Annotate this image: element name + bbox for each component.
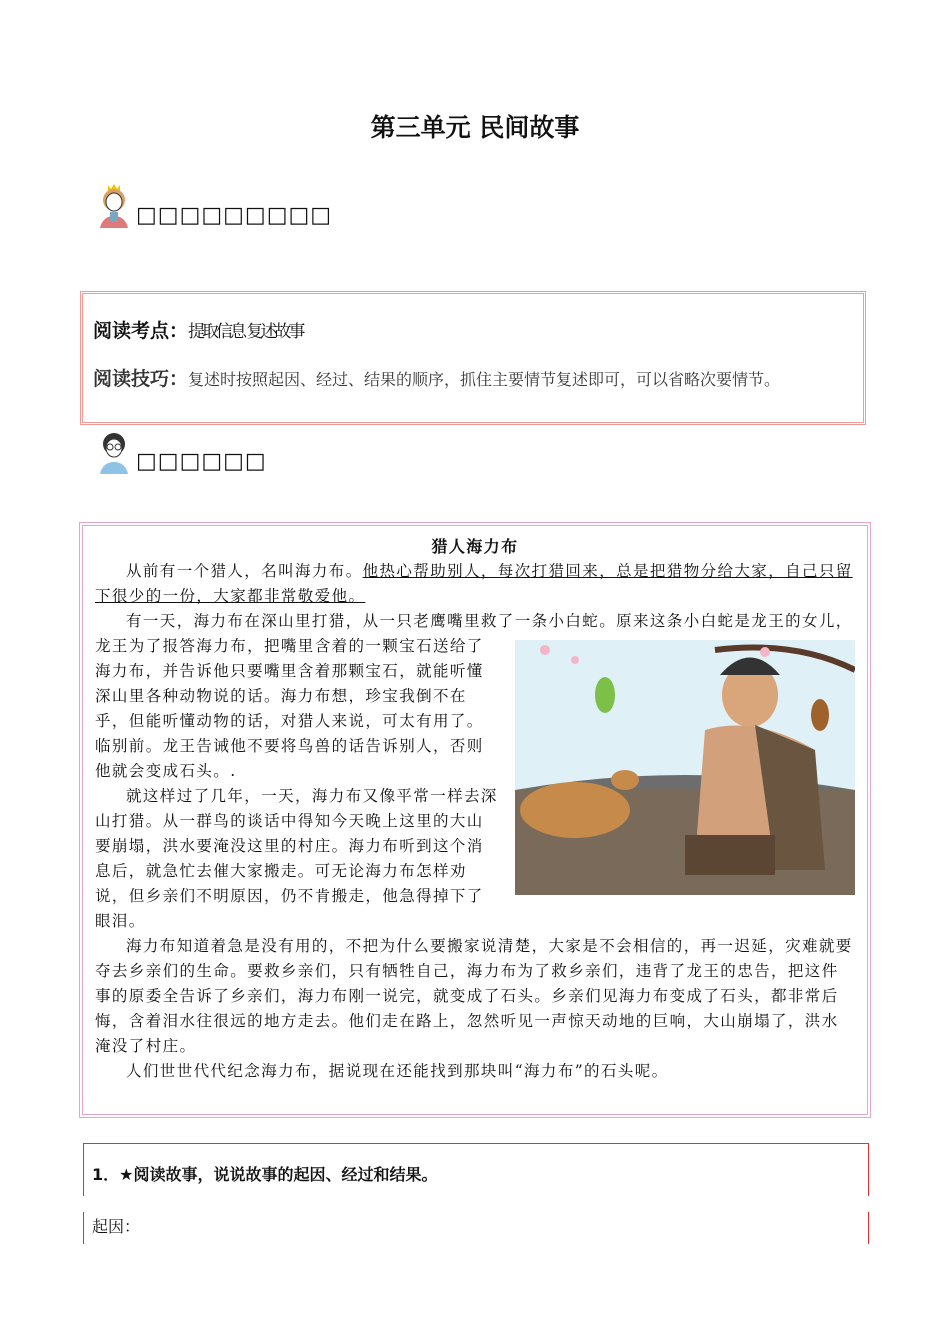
point-label: 阅读考点： (93, 320, 189, 342)
point-text: 提取信息 复述故事 (188, 322, 303, 342)
page-title: 第三单元 民间故事 (370, 113, 580, 142)
answer-label-cause: 起因： (92, 1217, 141, 1236)
story-paragraph (95, 609, 855, 784)
reading-tips-box (80, 291, 866, 425)
section-heading-1 (96, 182, 332, 228)
question-text: 1．★阅读故事，说说故事的起因、经过和结果。 (92, 1165, 438, 1184)
story-paragraph: 就这样过了几年，一天，海力布又像平常一样去深山打猎。从一群鸟的谈话中得知今天晚上这里的大山要崩塌，洪水要淹没这里的村庄。海力布听到这个消息后，就急忙去催大家搬走。可无论海力布怎样劝说，但乡亲们不明原因，仍不肯搬走，他急得掉下了眼泪。 (95, 787, 498, 930)
section-heading-text: □□□□□□ (136, 449, 267, 474)
section-heading-text: □□□□□□□□□ (136, 203, 333, 228)
question-box (83, 1143, 869, 1244)
story-title: 猎人海力布 (431, 537, 519, 556)
underlined-sentence: 他热心帮助别人，每次打猎回来，总是把猎物分给大家，自己只留下很少的一份，大家都非常敬爱他。 (95, 562, 853, 605)
boy-avatar-icon (96, 428, 132, 474)
skill-label: 阅读技巧： (93, 368, 189, 390)
section-heading-2 (96, 428, 267, 474)
skill-text: 复述时按照起因、经过、结果的顺序，抓住主要情节复述即可，可以省略次要情节。 (188, 370, 781, 389)
story-illustration (515, 640, 855, 895)
story-box (79, 522, 871, 1118)
story-paragraph: 人们世世代代纪念海力布，据说现在还能找到那块叫“海力布”的石头呢。 (126, 1062, 669, 1080)
story-paragraph: 海力布知道着急是没有用的，不把为什么要搬家说清楚，大家是不会相信的，再一迟延，灾难就要夺去乡亲们的生命。要救乡亲们，只有牺牲自己，海力布为了救乡亲们，违背了龙王的忠告，把这件事的原委全告诉了乡亲们，海力布刚一说完，就变成了石头。乡亲们见海力布变成了石头，都非常后悔，含着泪水往很远的地方走去。他们走在路上，忽然听见一声惊天动地的巨响，大山崩塌了，洪水淹没了村庄。 (95, 937, 853, 1055)
story-paragraph-text: 有一天，海力布在深山里打猎，从一只老鹰嘴里救了一条小白蛇。原来这条小白蛇是龙王的女儿，龙王为了报答海力布，把嘴里含着的一颗宝石送给了海力布，并告诉他只要嘴里含着那颗宝石，就能听懂深山里各种动物说的话。海力布想，珍宝我倒不在乎，但能听懂动物的话，对猎人来说，可太有用了。临别前。龙王告诫他不要将鸟兽的话告诉别人，否则他就会变成石头。. (95, 612, 853, 780)
girl-avatar-icon (96, 182, 132, 228)
story-paragraph: 从前有一个猎人，名叫海力布。他热心帮助别人，每次打猎回来，总是把猎物分给大家，自己只留下很少的一份，大家都非常敬爱他。 (95, 562, 853, 605)
